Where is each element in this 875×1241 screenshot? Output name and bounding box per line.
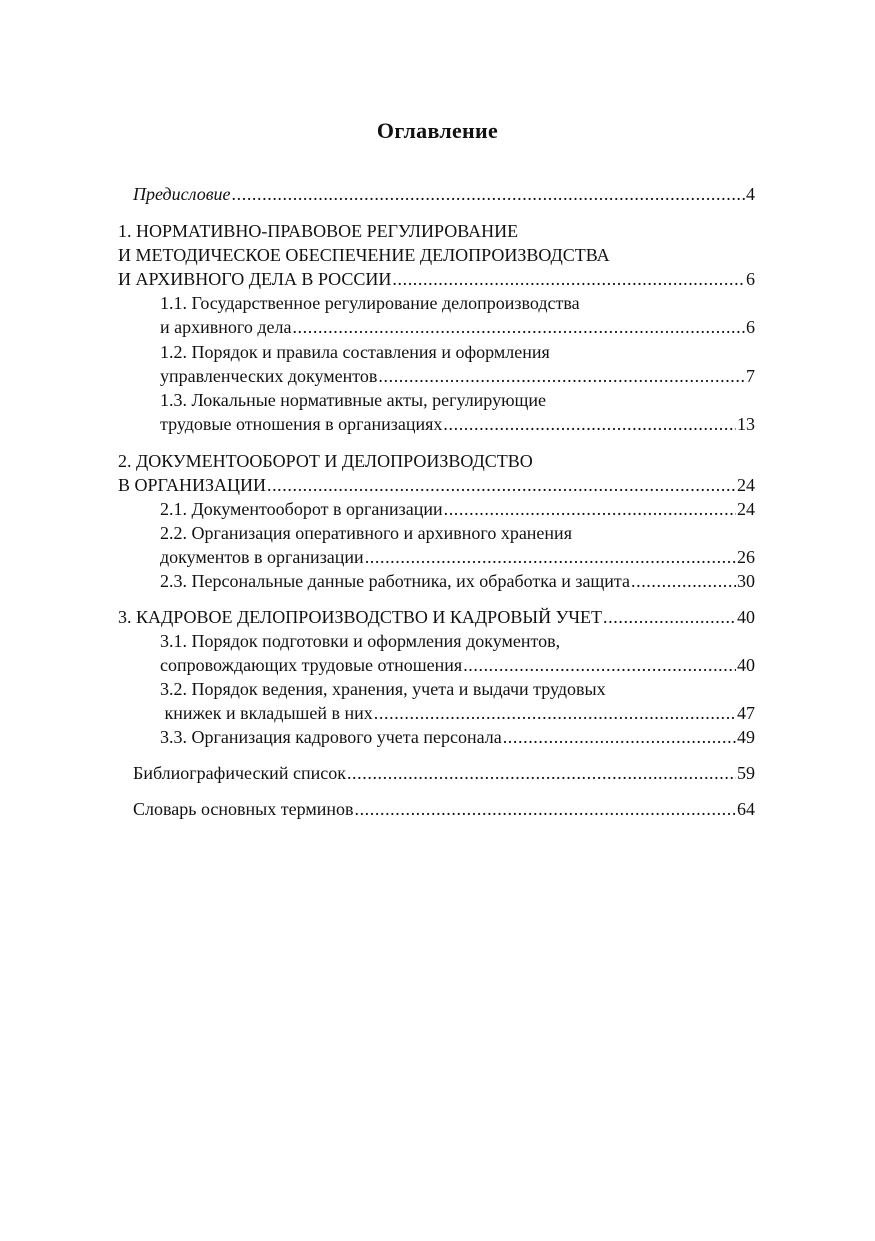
toc-entry-subsection-2-2[interactable] — [160, 545, 755, 569]
toc-subsection-heading — [160, 291, 755, 315]
toc-entry-section-2[interactable] — [118, 473, 755, 497]
toc-entry-label: 2. ДОКУМЕНТООБОРОТ И ДЕЛОПРОИЗВОДСТВО — [118, 451, 533, 471]
dot-leader — [365, 545, 736, 569]
toc-entry-label: Библиографический список — [133, 763, 346, 783]
toc-entry-label: 1. НОРМАТИВНО-ПРАВОВОЕ РЕГУЛИРОВАНИЕ — [118, 221, 519, 241]
toc-entry-bibliography[interactable] — [133, 761, 755, 785]
toc-entry-label: 3. КАДРОВОЕ ДЕЛОПРОИЗВОДСТВО И КАДРОВЫЙ УЧЕТ — [118, 607, 603, 627]
toc-entry-label: 1.1. Государственное регулирование делопроизводства — [160, 293, 580, 313]
toc-page-number: 40 — [737, 655, 755, 675]
toc-subsection-heading — [160, 677, 755, 701]
toc-entry-label: 2.3. Персональные данные работника, их обработка и защита — [160, 571, 630, 591]
dot-leader — [347, 761, 736, 785]
toc-section-heading — [118, 449, 755, 473]
toc-entry-label: 3.1. Порядок подготовки и оформления документов, — [160, 631, 561, 651]
toc-entry-subsection-1-3[interactable] — [160, 412, 755, 436]
dot-leader — [374, 701, 736, 725]
toc-entry-section-3[interactable] — [118, 605, 755, 629]
toc-section-heading — [118, 243, 755, 267]
toc-page-number: 6 — [746, 317, 755, 337]
toc-entry-label: 1.2. Порядок и правила составления и оформления — [160, 342, 550, 362]
toc-entry-label: Предисловие — [133, 184, 231, 204]
toc-entry-label: трудовые отношения в организациях — [160, 414, 443, 434]
toc-entry-section-1[interactable] — [118, 267, 755, 291]
toc-page-number: 47 — [737, 703, 755, 723]
toc-subsection-heading — [160, 521, 755, 545]
toc-page-number: 6 — [746, 269, 755, 289]
toc-entry-label: И АРХИВНОГО ДЕЛА В РОССИИ — [118, 269, 392, 289]
toc-entry-label: 3.3. Организация кадрового учета персонала — [160, 727, 502, 747]
toc-entry-subsection-3-2[interactable] — [160, 701, 755, 725]
toc-page-number: 30 — [737, 571, 755, 591]
dot-leader — [392, 267, 745, 291]
toc-subsection-heading — [160, 340, 755, 364]
dot-leader — [267, 473, 736, 497]
dot-leader — [354, 797, 736, 821]
dot-leader — [232, 182, 745, 206]
toc-page-number: 49 — [737, 727, 755, 747]
toc-page-number: 13 — [737, 414, 755, 434]
toc-entry-subsection-1-1[interactable] — [160, 315, 755, 339]
toc-page-number: 40 — [737, 607, 755, 627]
toc-section-heading — [118, 219, 755, 243]
toc-entry-label: В ОРГАНИЗАЦИИ — [118, 475, 266, 495]
toc-entry-label: И МЕТОДИЧЕСКОЕ ОБЕСПЕЧЕНИЕ ДЕЛОПРОИЗВОДСТВА — [118, 245, 610, 265]
toc-entry-label: 2.1. Документооборот в организации — [160, 499, 443, 519]
dot-leader — [603, 605, 736, 629]
page-title: Оглавление — [376, 118, 499, 143]
toc-entry-subsection-2-3[interactable] — [160, 569, 755, 593]
dot-leader — [503, 725, 736, 749]
toc-entry-label: 3.2. Порядок ведения, хранения, учета и выдачи трудовых — [160, 679, 606, 699]
toc-entry-subsection-3-3[interactable] — [160, 725, 755, 749]
dot-leader — [463, 653, 736, 677]
toc-page-number: 26 — [737, 547, 755, 567]
toc-subsection-heading — [160, 629, 755, 653]
toc-page-number: 59 — [737, 763, 755, 783]
toc-subsection-heading — [160, 388, 755, 412]
toc-page-number: 4 — [746, 184, 755, 204]
toc-entry-subsection-3-1[interactable] — [160, 653, 755, 677]
toc-entry-label: управленческих документов — [160, 366, 378, 386]
dot-leader — [631, 569, 736, 593]
toc-page-number: 7 — [746, 366, 755, 386]
toc-page-number: 24 — [737, 499, 755, 519]
dot-leader — [292, 315, 745, 339]
dot-leader — [378, 364, 745, 388]
toc-entry-label: книжек и вкладышей в них — [160, 703, 373, 723]
dot-leader — [444, 497, 736, 521]
toc-entry-preface[interactable] — [133, 182, 755, 206]
toc-page-number: 24 — [737, 475, 755, 495]
toc-entry-label: 2.2. Организация оперативного и архивного хранения — [160, 523, 572, 543]
dot-leader — [443, 412, 736, 436]
toc-entry-subsection-1-2[interactable] — [160, 364, 755, 388]
toc-page-number: 64 — [737, 799, 755, 819]
toc-entry-label: документов в организации — [160, 547, 364, 567]
toc-entry-subsection-2-1[interactable] — [160, 497, 755, 521]
toc-entry-label: Словарь основных терминов — [133, 799, 354, 819]
toc-entry-label: сопровождающих трудовые отношения — [160, 655, 463, 675]
toc-entry-label: и архивного дела — [160, 317, 292, 337]
toc-entry-glossary[interactable] — [133, 797, 755, 821]
toc-entry-label: 1.3. Локальные нормативные акты, регулирующие — [160, 390, 546, 410]
